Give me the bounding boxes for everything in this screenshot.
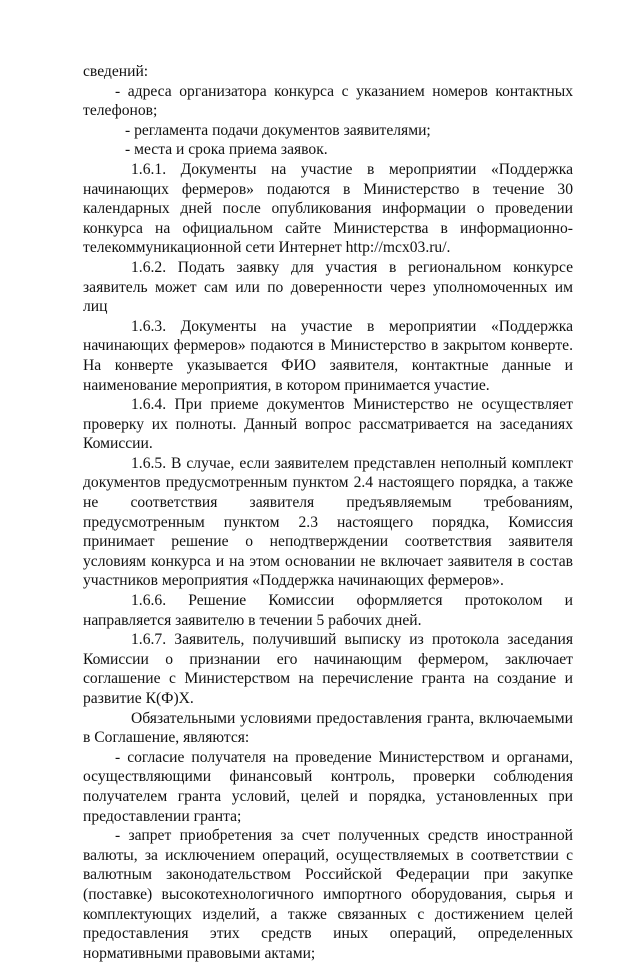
paragraph-continuation: сведений: [83, 63, 149, 80]
paragraph-1-6-3: 1.6.3. Документы на участие в мероприятии «Поддержка начинающих фермеров» подаются в Министерство в закрытом конверте. На конверте указывается ФИО заявителя, контактные данные и наименование мероприятия, в котором принимается участие. [83, 317, 573, 394]
list-item-currency-ban: - запрет приобретения за счет полученных средств иностранной валюты, за исключением операций, осуществляемых в соответствии с валютным законодательством Российской Федерации при закупке (поставке) высокотехнологичного импортного оборудования, сырья и комплектующих изделий, а также связанных с достижением целей предоставления этих средств иных операций, определенных нормативными правовыми актами; [83, 827, 573, 962]
paragraph-1-6-6: 1.6.6. Решение Комиссии оформляется протоколом и направляется заявителю в течении 5 рабочих дней. [83, 592, 573, 629]
list-item-submission-rules: - регламента подачи документов заявителями; [125, 121, 431, 139]
list-item-organizer-address: - адреса организатора конкурса с указанием номеров контактных телефонов; [83, 82, 573, 120]
paragraph-1-6-1: 1.6.1. Документы на участие в мероприятии «Поддержка начинающих фермеров» подаются в Министерство в течение 30 календарных дней после опубликования информации о проведении конкурса на официальном сайте Министерства в информационно-телекоммуникационной сети Интернет http://mcx03.ru/. [83, 160, 573, 257]
paragraph-grant-conditions: Обязательными условиями предоставления гранта, включаемыми в Соглашение, являются: [83, 709, 573, 747]
list-item-place-and-term: - места и срока приема заявок. [125, 141, 328, 159]
paragraph-1-6-7: 1.6.7. Заявитель, получивший выписку из протокола заседания Комиссии о признании его начинающим фермером, заключает соглашение с Министерством на перечисление гранта на создание и развитие К(Ф)Х. [83, 631, 573, 707]
list-item-control-consent: - согласие получателя на проведение Министерством и органами, осуществляющими финансовый контроль, проверки соблюдения получателем гранта условий, целей и порядка, установленных при предоставлении гранта; [83, 748, 573, 825]
paragraph-1-6-4: 1.6.4. При приеме документов Министерство не осуществляет проверку их полноты. Данный вопрос рассматривается на заседаниях Комиссии. [83, 396, 573, 453]
document-body [83, 62, 573, 963]
paragraph-1-6-5: 1.6.5. В случае, если заявителем представлен неполный комплект документов предусмотренным пунктом 2.4 настоящего порядка, а также не соответствия заявителя предъявляемым требованиям, предусмотренным пунктом 2.3 настоящего порядка, Комиссия принимает решение о неподтверждении соответствия заявителя условиям конкурса и на этом основании не включает заявителя в состав участников мероприятия «Поддержка начинающих фермеров». [83, 454, 573, 590]
paragraph-1-6-2: 1.6.2. Подать заявку для участия в региональном конкурсе заявитель может сам или по доверенности через уполномоченных им лиц [83, 258, 573, 316]
